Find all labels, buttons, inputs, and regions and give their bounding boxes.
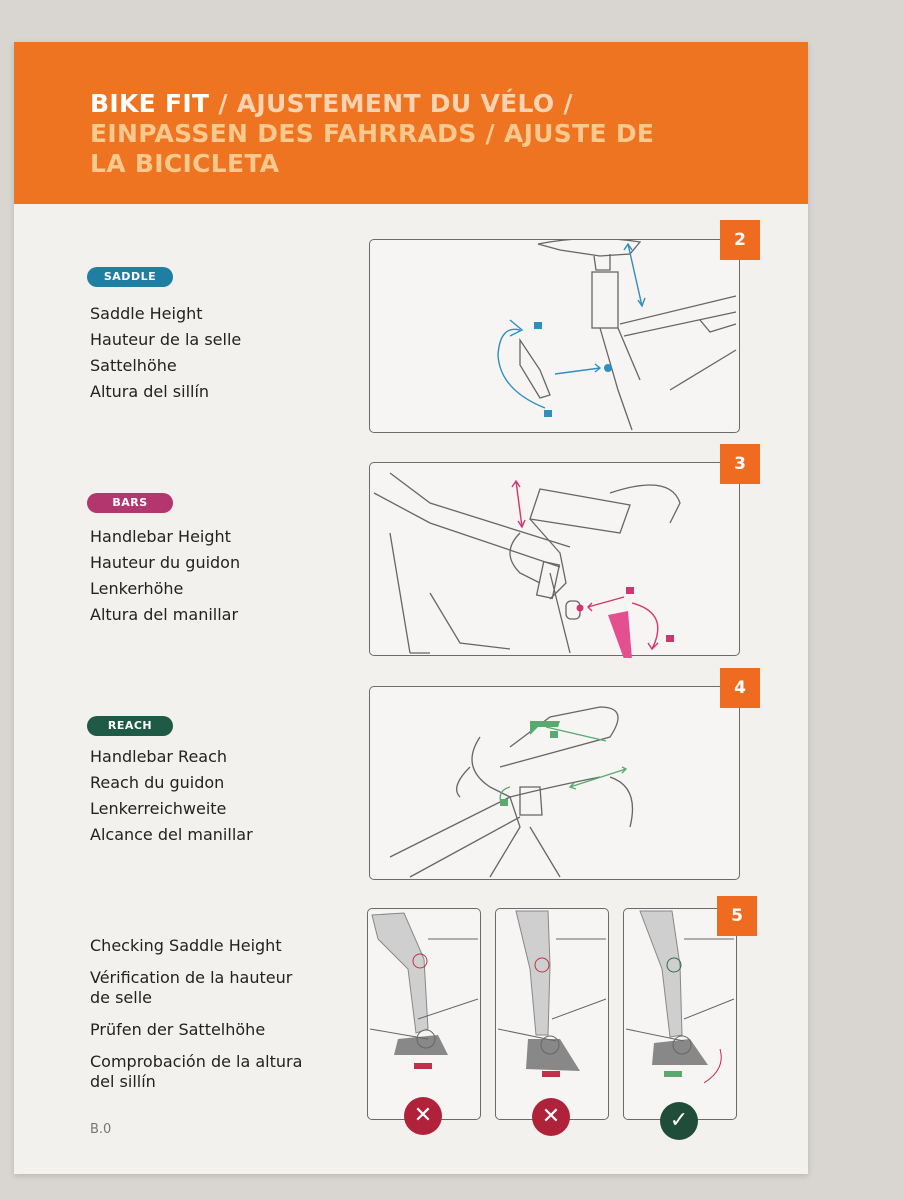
- handlebar-height-illustration: [370, 463, 742, 658]
- title-french: / AJUSTEMENT DU VÉLO /: [209, 89, 573, 118]
- step-number-4: 4: [720, 668, 760, 708]
- header-banner: [14, 42, 808, 204]
- cross-icon: ✕: [404, 1097, 442, 1135]
- label-en: Handlebar Height: [90, 527, 231, 546]
- saddle-illustration-panel: [369, 239, 740, 433]
- title-english: BIKE FIT: [90, 89, 210, 118]
- handlebar-reach-illustration: [370, 687, 742, 882]
- label-es: Comprobación de la altura del sillín: [90, 1052, 303, 1091]
- badge-reach: REACH: [87, 716, 173, 736]
- cross-icon: ✕: [532, 1098, 570, 1136]
- check-panel-correct: [623, 908, 737, 1120]
- instruction-sheet: [14, 42, 808, 1174]
- handlebar-height-labels: [90, 524, 240, 628]
- bars-illustration-panel: [369, 462, 740, 656]
- bolt-icon: [577, 605, 584, 612]
- label-de: Lenkerreichweite: [90, 799, 227, 818]
- label-fr: Reach du guidon: [90, 773, 225, 792]
- document-code: B.0: [90, 1122, 112, 1137]
- handlebar-reach-labels: [90, 744, 253, 848]
- badge-saddle: SADDLE: [87, 267, 173, 287]
- unlock-icon: [550, 731, 558, 738]
- label-fr: Hauteur du guidon: [90, 553, 241, 572]
- leg-position-illustration: [496, 909, 611, 1121]
- check-icon: ✓: [660, 1102, 698, 1140]
- check-panel-too-high: [495, 908, 609, 1120]
- reach-illustration-panel: [369, 686, 740, 880]
- bolt-icon: [604, 364, 612, 372]
- saddle-height-labels: [90, 301, 241, 405]
- lock-icon: [534, 322, 542, 329]
- label-es: Altura del sillín: [90, 382, 210, 401]
- label-fr: Hauteur de la selle: [90, 330, 242, 349]
- badge-bars: BARS: [87, 493, 173, 513]
- step-number-2: 2: [720, 220, 760, 260]
- lock-icon: [500, 799, 508, 806]
- step-number-3: 3: [720, 444, 760, 484]
- label-en: Handlebar Reach: [90, 747, 228, 766]
- label-de: Sattelhöhe: [90, 356, 177, 375]
- step-number-5: 5: [717, 896, 757, 936]
- label-de: Lenkerhöhe: [90, 579, 184, 598]
- unlock-icon: [626, 587, 634, 594]
- check-panel-too-low: [367, 908, 481, 1120]
- label-de: Prüfen der Sattelhöhe: [90, 1020, 266, 1039]
- leg-position-illustration: [368, 909, 483, 1121]
- label-en: Checking Saddle Height: [90, 936, 282, 955]
- label-en: Saddle Height: [90, 304, 203, 323]
- title-german-spanish: EINPASSEN DES FAHRRADS / AJUSTE DE LA BICICLETA: [90, 119, 655, 178]
- label-es: Alcance del manillar: [90, 825, 253, 844]
- label-fr: Vérification de la hauteur de selle: [90, 968, 293, 1007]
- unlock-icon: [544, 410, 552, 417]
- saddle-height-check-labels: [90, 936, 310, 1104]
- lock-icon: [666, 635, 674, 642]
- hex-key-icon: [608, 611, 632, 658]
- saddle-height-illustration: [370, 240, 742, 435]
- page-title: [90, 89, 730, 179]
- leg-position-illustration: [624, 909, 739, 1121]
- label-es: Altura del manillar: [90, 605, 239, 624]
